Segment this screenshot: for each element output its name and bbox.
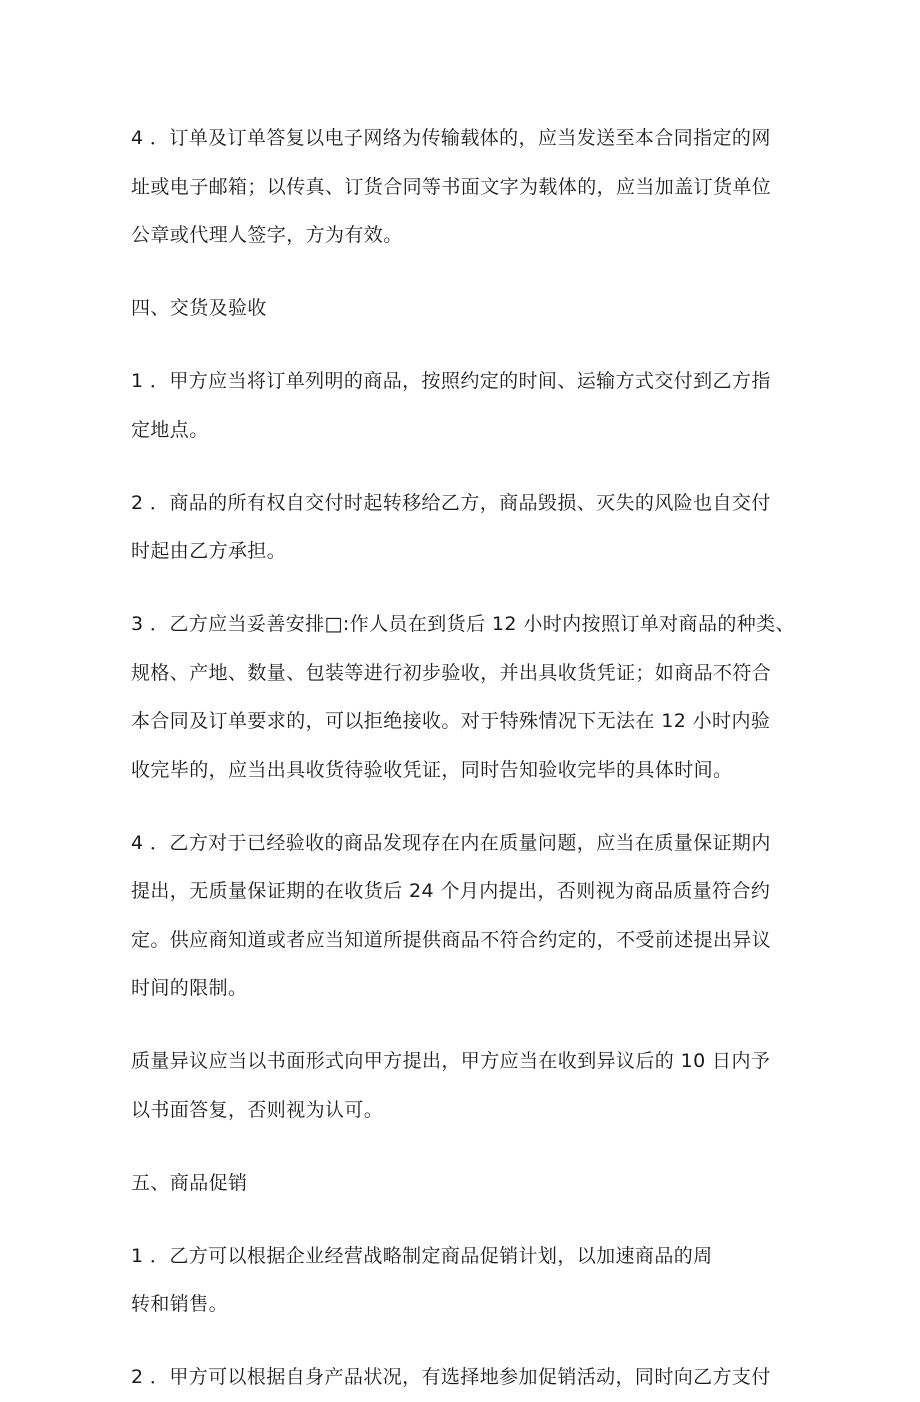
document-body: [131, 114, 801, 1402]
text-line: 定。供应商知道或者应当知道所提供商品不符合约定的，不受前述提出异议: [131, 928, 772, 951]
paragraph-delivery-2: [131, 479, 801, 576]
heading-text: 五、商品促销: [131, 1171, 248, 1194]
text-line: 4 ．订单及订单答复以电子网络为传输载体的，应当发送至本合同指定的网: [131, 127, 771, 149]
text-line: 以书面答复，否则视为认可。: [131, 1098, 384, 1121]
section-heading-promotion: [131, 1159, 801, 1208]
text-line: 2 ．甲方可以根据自身产品状况，有选择地参加促销活动，同时向乙方支付: [131, 1366, 771, 1388]
text-line: 收完毕的，应当出具收货待验收凭证，同时告知验收完毕的具体时间。: [131, 758, 733, 781]
text-line: 1 ．甲方应当将订单列明的商品，按照约定的时间、运输方式交付到乙方指: [131, 370, 771, 392]
section-heading-delivery: [131, 284, 801, 333]
paragraph-delivery-3: [131, 600, 801, 794]
text-line: 4 ．乙方对于已经验收的商品发现存在内在质量问题，应当在质量保证期内: [131, 831, 771, 854]
text-line: 定地点。: [131, 418, 209, 441]
text-line: 时起由乙方承担。: [131, 540, 287, 562]
text-line: 规格、产地、数量、包装等进行初步验收，并出具收货凭证；如商品不符合: [131, 661, 772, 684]
paragraph-promotion-2: [131, 1353, 801, 1402]
text-line: 质量异议应当以书面形式向甲方提出，甲方应当在收到异议后的 10 日内予: [131, 1050, 771, 1072]
paragraph-clause-4-orders: [131, 114, 801, 260]
text-line: 3 ．乙方应当妥善安排□:作人员在到货后 12 小时内按照订单对商品的种类、: [131, 613, 795, 635]
text-line: 本合同及订单要求的，可以拒绝接收。对于特殊情况下无法在 12 小时内验: [131, 710, 771, 732]
text-line: 转和销售。: [131, 1293, 229, 1315]
paragraph-promotion-1: [131, 1232, 801, 1329]
text-line: 址或电子邮箱；以传真、订货合同等书面文字为载体的，应当加盖订货单位: [131, 175, 772, 198]
text-line: 2 ．商品的所有权自交付时起转移给乙方，商品毁损、灭失的风险也自交付: [131, 491, 771, 514]
text-line: 时间的限制。: [131, 977, 248, 999]
text-line: 提出，无质量保证期的在收货后 24 个月内提出，否则视为商品质量符合约: [131, 880, 771, 902]
paragraph-delivery-1: [131, 357, 801, 454]
paragraph-quality-objection: [131, 1037, 801, 1134]
paragraph-delivery-4: [131, 819, 801, 1013]
heading-text: 四、交货及验收: [131, 297, 267, 319]
text-line: 1 ．乙方可以根据企业经营战略制定商品促销计划，以加速商品的周: [131, 1244, 713, 1267]
text-line: 公章或代理人签字，方为有效。: [131, 224, 403, 246]
